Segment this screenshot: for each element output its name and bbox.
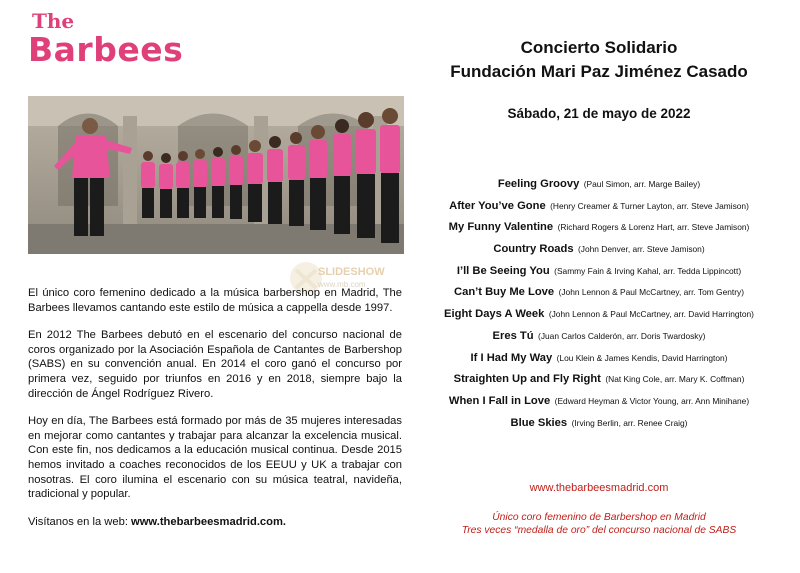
song-title: I’ll Be Seeing You bbox=[456, 264, 550, 277]
intro-paragraph-1: El único coro femenino dedicado a la música barbershop en Madrid, The Barbees llevamos cantando este estilo de música a cappella desde 1997. bbox=[28, 287, 402, 314]
watermark-subtext: www.mb.com bbox=[318, 280, 366, 289]
song-title: Eight Days A Week bbox=[444, 308, 545, 321]
concert-date: Sábado, 21 de mayo de 2022 bbox=[507, 106, 691, 121]
song-item bbox=[418, 261, 780, 283]
song-item bbox=[418, 196, 780, 218]
song-credit: (Lou Klein & James Kendis, David Harrington) bbox=[556, 352, 728, 363]
song-title: Can’t Buy Me Love bbox=[454, 286, 555, 299]
song-title: When I Fall in Love bbox=[448, 394, 551, 407]
intro-paragraph-2: En 2012 The Barbees debutó en el escenario del concurso nacional de coros organizado por la Asociación Española de Cantantes de Barbershop (SABS) en su convención anual. En 2014 el coro ganó el concurso por primera vez, seguido por triunfos en 2016 y en 2018, siempre bajo la dirección de Ángel Rodríguez Rivero. bbox=[28, 329, 402, 400]
footer-website-link[interactable]: www.thebarbeesmadrid.com bbox=[529, 482, 669, 494]
song-item bbox=[418, 282, 780, 304]
song-title: After You’ve Gone bbox=[449, 199, 546, 212]
website-link[interactable]: www.thebarbeesmadrid.com. bbox=[131, 515, 287, 528]
song-credit: (John Lennon & Paul McCartney, arr. Tom Gentry) bbox=[558, 287, 744, 298]
song-item bbox=[418, 239, 780, 261]
song-title: If I Had My Way bbox=[470, 351, 553, 364]
song-item bbox=[418, 369, 780, 391]
foundation-name: Fundación Mari Paz Jiménez Casado bbox=[450, 62, 748, 81]
song-credit: (Nat King Cole, arr. Mary K. Coffman) bbox=[605, 374, 745, 385]
intro-paragraph-3: Hoy en día, The Barbees está formado por más de 35 mujeres interesadas en mejorar como cantantes y trabajar para alcanzar la excelencia musical. Con este fin, nos dedicamos a la educación musical continua. Desde 2015 hemos invitado a coaches reconocidos de los EEUU y UK a trabajar con nosotras. El coro ilumina el escenario con su música teatral, navideña, tradicional y popular. bbox=[28, 415, 402, 501]
website-label: Visítanos en la web: bbox=[28, 515, 132, 528]
song-credit: (John Lennon & Paul McCartney, arr. David Harrington) bbox=[548, 309, 754, 320]
watermark-text: SLIDESHOW bbox=[318, 266, 385, 278]
song-title: My Funny Valentine bbox=[448, 221, 554, 234]
song-title: Feeling Groovy bbox=[497, 178, 580, 190]
song-item bbox=[418, 304, 780, 326]
choir-photo bbox=[28, 96, 404, 254]
song-list bbox=[418, 174, 780, 434]
song-item bbox=[418, 391, 780, 413]
song-credit: (Edward Heyman & Victor Young, arr. Ann Minihane) bbox=[554, 395, 750, 406]
footer-tagline-1: Único coro femenino de Barbershop en Madrid bbox=[492, 512, 706, 523]
footer-tagline-2: Tres veces “medalla de oro” del concurso nacional de SABS bbox=[461, 525, 737, 536]
song-item bbox=[418, 174, 780, 196]
song-title: Blue Skies bbox=[510, 416, 568, 429]
song-credit: (Henry Creamer & Turner Layton, arr. Steve Jamison) bbox=[550, 200, 749, 211]
song-item bbox=[418, 348, 780, 370]
song-credit: (Sammy Fain & Irving Kahal, arr. Tedda Lippincott) bbox=[554, 265, 742, 276]
song-title: Straighten Up and Fly Right bbox=[453, 373, 601, 386]
logo-line-barbees: Barbees bbox=[28, 30, 184, 69]
song-credit: (John Denver, arr. Steve Jamison) bbox=[578, 244, 705, 255]
logo-line-the: The bbox=[32, 9, 75, 33]
song-item bbox=[418, 217, 780, 239]
song-credit: (Richard Rogers & Lorenz Hart, arr. Steve Jamison) bbox=[557, 222, 750, 233]
website-line bbox=[28, 515, 402, 530]
song-title: Eres Tú bbox=[492, 329, 534, 342]
song-item bbox=[418, 326, 780, 348]
song-credit: (Juan Carlos Calderón, arr. Doris Twardosky) bbox=[538, 330, 706, 341]
song-credit: (Irving Berlin, arr. Renee Craig) bbox=[571, 417, 688, 428]
song-item bbox=[418, 413, 780, 435]
barbees-logo bbox=[28, 9, 184, 69]
concert-title: Concierto Solidario bbox=[520, 38, 678, 57]
choir-description bbox=[28, 286, 402, 542]
song-title: Country Roads bbox=[493, 243, 574, 256]
song-credit: (Paul Simon, arr. Marge Bailey) bbox=[583, 179, 701, 189]
